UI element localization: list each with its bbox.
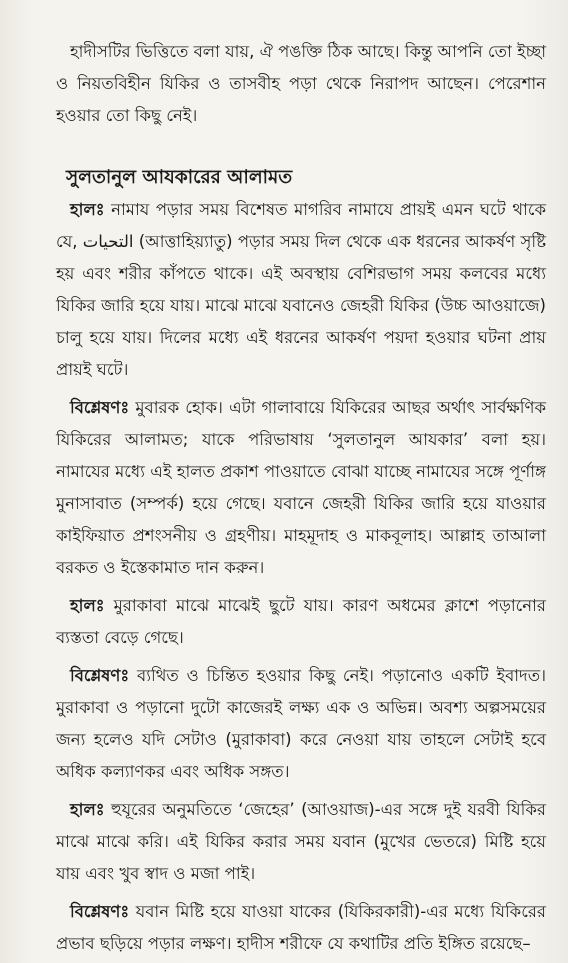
paragraph-text: মুবারক হোক। এটা গালাবায়ে যিকিরের আছর অর্থাৎ সার্বক্ষণিক যিকিরের আলামত; যাকে পরিভাষায় ‘সুলতানুল আযকার’ বলা হয়। নামাযের মধ্যে এই হালত প্রকাশ পাওয়াতে বোঝা যাচ্ছে নামাযের সঙ্গে পূর্ণাঙ্গ মুনাসাবাত (সম্পর্ক) হয়ে গেছে। যবানে জেহরী যিকির জারি হয়ে যাওয়ার কাইফিয়াত প্রশংসনীয় ও গ্রহণীয়। মাহমূদাহ ও মাকবূলাহ। আল্লাহ তাআলা বরকত ও ইস্তেকামাত দান করুন।	[56, 398, 546, 577]
paragraph-label: হালঃ	[70, 800, 105, 819]
paragraph-label: বিশ্লেষণঃ	[70, 666, 130, 685]
paragraph-label: হালঃ	[70, 596, 105, 615]
paragraph-text: ব্যথিত ও চিন্তিত হওয়ার কিছু নেই। পড়ানোও একটি ইবাদত। মুরাকাবা ও পড়ানো দুটো কাজেরই লক্ষ্য এক ও অভিন্ন। অবশ্য অল্পসময়ের জন্য হলেও যদি সেটাও (মুরাকাবা) করে নেওয়া যায় তাহলে সেটাই হবে অধিক কল্যাণকর এবং অধিক সঙ্গত।	[56, 666, 546, 781]
paragraph-hal-2	[56, 590, 546, 654]
paragraph-analysis-1	[56, 392, 546, 584]
section-heading: সুলতানুল আযকারের আলামত	[66, 167, 293, 188]
paragraph-text: যবান মিষ্টি হয়ে যাওয়া যাকের (যিকিরকারী)-এর মধ্যে যিকিরের প্রভাব ছড়িয়ে পড়ার লক্ষণ। হাদীস শরীফে যে কথাটির প্রতি ইঙ্গিত রয়েছে–	[56, 902, 546, 953]
paragraph-analysis-2	[56, 660, 546, 788]
paragraph-label: বিশ্লেষণঃ	[70, 902, 130, 921]
intro-paragraph: হাদীসটির ভিত্তিতে বলা যায়, ঐ পঙক্তি ঠিক আছে। কিন্তু আপনি তো ইচ্ছা ও নিয়তবিহীন যিকির ও তাসবীহ পড়া থেকে নিরাপদ আছেন। পেরেশান হওয়ার তো কিছু নেই।	[56, 42, 546, 125]
paragraph-label: হালঃ	[70, 200, 105, 219]
paragraph-hal-1	[56, 194, 546, 386]
paragraph-label: বিশ্লেষণঃ	[70, 398, 130, 417]
paragraph-text: মুরাকাবা মাঝে মাঝেই ছুটে যায়। কারণ অধমের ক্লাশে পড়ানোর ব্যস্ততা বেড়ে গেছে।	[56, 596, 546, 647]
paragraph-text: হুযূরের অনুমতিতে ‘জেহের’ (আওয়াজ)-এর সঙ্গে দুই যরবী যিকির মাঝে মাঝে করি। এই যিকির করার সময় যবান (মুখের ভেতরে) মিষ্টি হয়ে যায় এবং খুব স্বাদ ও মজা পাই।	[56, 800, 546, 883]
paragraph-text: নামায পড়ার সময় বিশেষত মাগরিব নামাযে প্রায়ই এমন ঘটে থাকে যে, التحيات (আত্তাহিয়্যাতু) পড়ার সময় দিল থেকে এক ধরনের আকর্ষণ সৃষ্টি হয় এবং শরীর কাঁপতে থাকে। এই অবস্থায় বেশিরভাগ সময় কলবের মধ্যে যিকির জারি হয়ে যায়। মাঝে মাঝে যবানেও জেহরী যিকির (উচ্চ আওয়াজে) চালু হয়ে যায়। দিলের মধ্যে এই ধরনের আকর্ষণ পয়দা হওয়ার ঘটনা প্রায় প্রায়ই ঘটে।	[56, 200, 546, 379]
paragraph-hal-3	[56, 794, 546, 890]
paragraph-analysis-3	[56, 896, 546, 960]
